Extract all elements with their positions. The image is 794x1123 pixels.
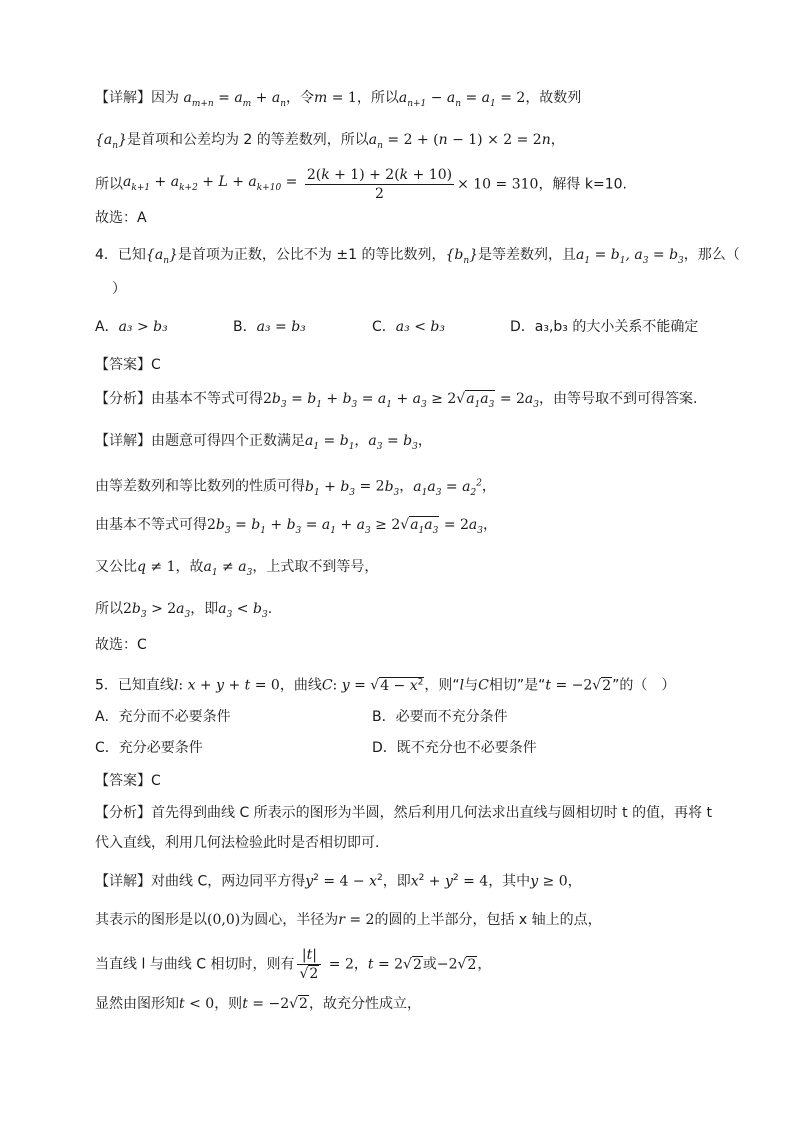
q4-option-b: B．a₃ = b₃: [233, 319, 306, 335]
q4-detail-line1: 【详解】由题意可得四个正数满足$a_1 = b_1$，$a_3 = b_3$，: [95, 433, 432, 452]
formula: $a_{m+n} = a_m + a_n$: [183, 90, 286, 109]
q5-detail-line1: 【详解】对曲线 C，两边同平方得$y^2 = 4 - x^2$，即$x^2 + y^2 = 4$，其中y ≥ 0，: [95, 873, 582, 890]
q5-detail-line3: 当直线 l 与曲线 C 相切时，则有 $\frac{|t|}{√2}$ = 2，t = 2√2或−2√2，: [95, 947, 492, 982]
q3-detail-line3: 所以$a_{k+1} + a_{k+2} + L + a_{k+10}$ = $\frac{2(k + 1) + 2(k + 10)}{2}$ × 10 = 310，解得 k=10.: [95, 167, 627, 202]
q5-detail-line2: 其表示的图形是以(0,0)为圆心，半径为r = 2的圆的上半部分，包括 x 轴上的点，: [95, 912, 602, 928]
q3-detail-line1: 【详解】因为 $a_{m+n} = a_m + a_n$，令m = 1，所以$a_{n+1} - a_n = a_1 = 2$，故数列: [95, 90, 582, 109]
q5-answer: 【答案】C: [95, 773, 161, 789]
q4-stem-line2: ）: [112, 281, 126, 297]
q5-analysis-line1: 【分析】首先得到曲线 C 所表示的图形为半圆，然后利用几何法求出直线与圆相切时 t 的值，再将 t: [95, 805, 713, 821]
q5-option-b: B．必要而不充分条件: [372, 709, 508, 725]
q5-detail-line4: 显然由图形知t < 0，则t = −2√2，故充分性成立，: [95, 996, 421, 1012]
detail-tag: 【详解】: [95, 90, 151, 106]
q5-stem: 5．已知直线l: x + y + t = 0，曲线C: $y = √4 - x^2$，则“l与C相切”是“t = −2√2”的（ ）: [95, 677, 676, 694]
q4-detail-line5: 所以$2b_3 > 2a_3$，即$a_3 < b_3$.: [95, 601, 273, 620]
q4-analysis: 【分析】由基本不等式可得$2b_3 = b_1 + b_3 = a_1 + a_3 \ge 2√a_1a_3 = 2a_3$，由等号取不到可得答案.: [95, 391, 698, 410]
q4-detail-line3: 由基本不等式可得$2b_3 = b_1 + b_3 = a_1 + a_3 \ge 2√a_1a_3 = 2a_3$，: [95, 517, 498, 536]
q5-analysis-line2: 代入直线，利用几何法检验此时是否相切即可.: [95, 835, 380, 851]
q4-option-d: D．a₃,b₃ 的大小关系不能确定: [510, 319, 699, 335]
q4-detail-line4: 又公比q ≠ 1，故$a_1 \ne a_3$，上式取不到等号，: [95, 559, 379, 578]
q4-option-c: C．a₃ < b₃: [372, 319, 445, 335]
q5-option-a: A．充分而不必要条件: [95, 709, 231, 725]
q5-option-c: C．充分必要条件: [95, 740, 203, 756]
q4-detail-line2: 由等差数列和等比数列的性质可得$b_1 + b_3 = 2b_3$，$a_1a_3 = a_2^2$，: [95, 478, 496, 498]
q5-option-d: D．既不充分也不必要条件: [372, 740, 537, 756]
q4-choice: 故选：C: [95, 637, 147, 653]
fraction: $\frac{2(k + 1) + 2(k + 10)}{2}$: [306, 167, 453, 202]
q3-answer: 故选：A: [95, 210, 147, 226]
fraction: $\frac{|t|}{√2}$: [297, 946, 321, 983]
q4-option-a: A．a₃ > b₃: [95, 319, 168, 335]
q4-answer: 【答案】C: [95, 357, 161, 373]
q3-detail-line2: $\{a_n\}$是首项和公差均为 2 的等差数列，所以$a_n = 2 + (n - 1) \times 2 = 2n$，: [95, 132, 565, 151]
q4-stem-line1: 4．已知$\{a_n\}$是首项为正数，公比不为 ±1 的等比数列，$\{b_n\}$是等差数列，且$a_1 = b_1$, $a_3 = b_3$，那么（: [95, 247, 740, 266]
